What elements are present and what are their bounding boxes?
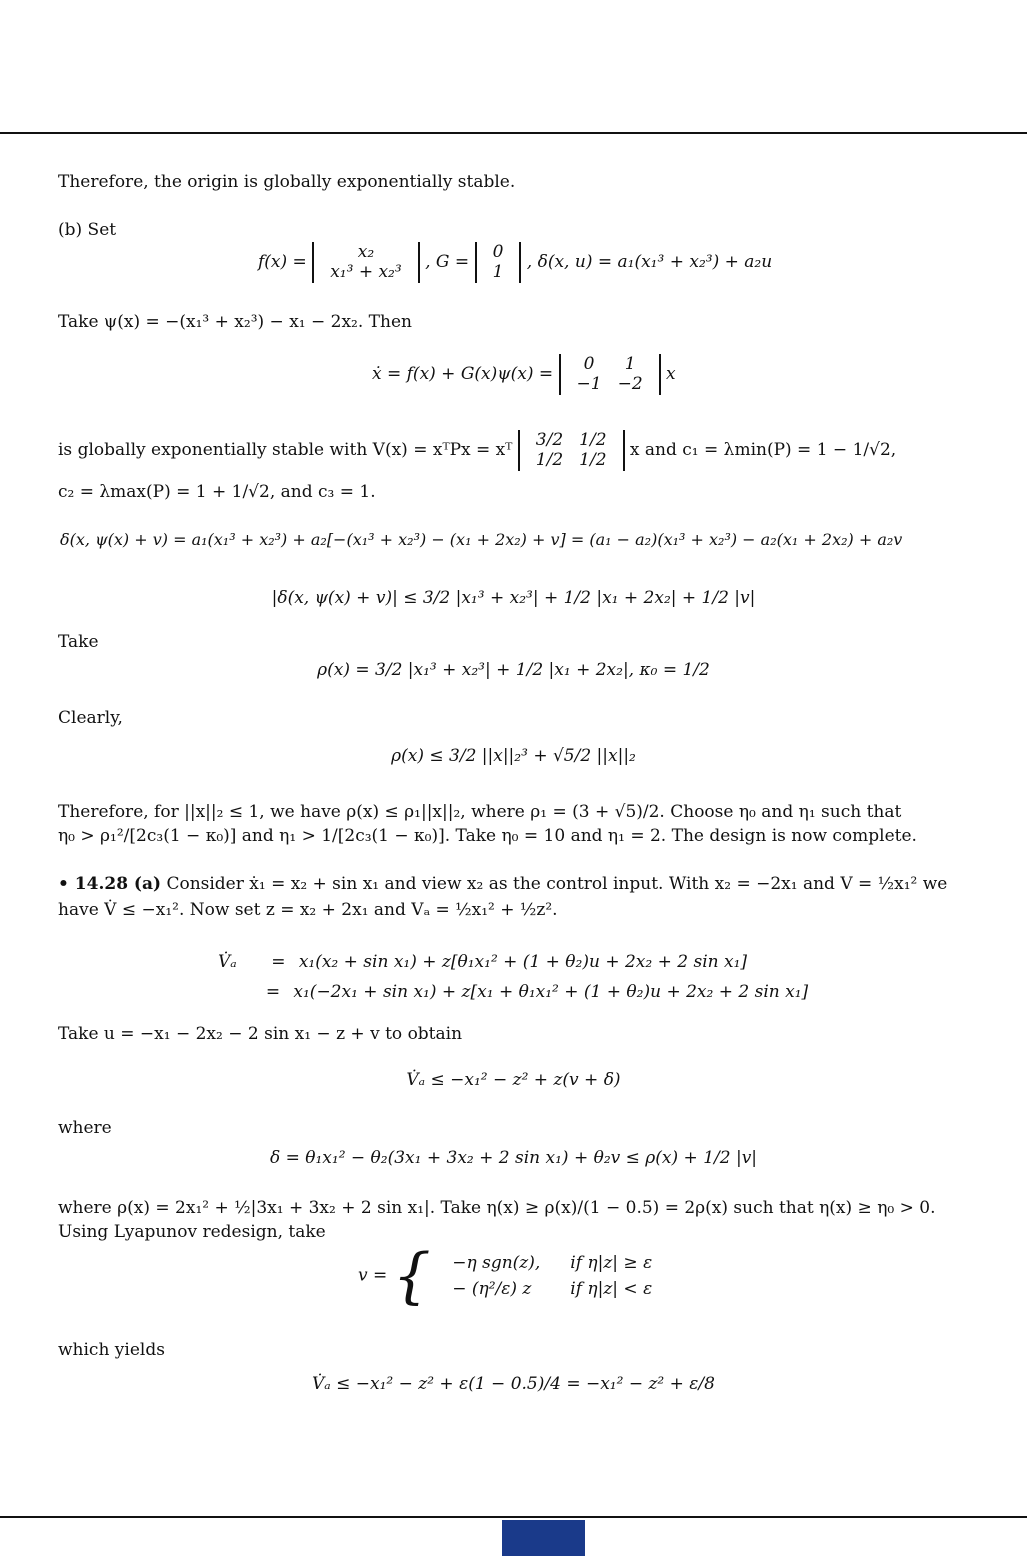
left-brace-icon: { <box>392 1241 431 1311</box>
f-matrix <box>312 242 420 283</box>
case-expr: −η sgn(z), <box>452 1252 541 1273</box>
text-segment: Consider ẋ₁ = x₂ + sin x₁ and view x₂ as the control input. With x₂ = −2x₁ and V = ½x₁² we <box>161 874 948 894</box>
matrix-cell: −1 <box>576 374 602 395</box>
paragraph-line: Therefore, the origin is globally exponentially stable. <box>58 172 516 192</box>
matrix-cell: x₁³ + x₂³ <box>330 262 402 283</box>
eq-xdot-suffix: x <box>666 363 676 384</box>
exercise-number: • 14.28 (a) <box>58 874 162 894</box>
eq-xdot-prefix: ẋ = f(x) + G(x)ψ(x) = <box>372 363 554 384</box>
paragraph-line: Take ψ(x) = −(x₁³ + x₂³) − x₁ − 2x₂. Then <box>58 312 412 332</box>
case-cond: if η|z| ≥ ε <box>570 1252 653 1273</box>
matrix-cell: x₂ <box>357 242 375 262</box>
matrix-cell: 0 <box>492 242 504 262</box>
matrix-cell: 1 <box>624 354 636 374</box>
eq-delta: , δ(x, u) = a₁(x₁³ + x₂³) + a₂u <box>526 251 773 272</box>
equation-rho: ρ(x) = 3/2 |x₁³ + x₂³| + 1/2 |x₁ + 2x₂|, κ₀ = 1/2 <box>317 660 710 680</box>
paragraph-line: c₂ = λmax(P) = 1 + 1/√2, and c₃ = 1. <box>58 482 376 502</box>
paragraph-line: have V̇ ≤ −x₁². Now set z = x₂ + 2x₁ and Vₐ = ½x₁² + ½z². <box>58 900 558 920</box>
matrix-cell: 1/2 <box>535 450 564 471</box>
text-segment: is globally exponentially stable with V(x) = xᵀPx = xᵀ <box>58 439 513 460</box>
paragraph-line: Take <box>58 632 99 652</box>
matrix-cell: 1/2 <box>579 430 607 450</box>
equation-xdot <box>372 354 676 395</box>
equation-v-cases <box>358 1240 668 1312</box>
text-segment: x and c₁ = λmin(P) = 1 − 1/√2, <box>629 439 897 460</box>
equation-rho-bound: ρ(x) ≤ 3/2 ||x||₂³ + √5/2 ||x||₂ <box>391 746 636 766</box>
paragraph-line: where <box>58 1118 112 1138</box>
case-cond: if η|z| < ε <box>570 1279 653 1299</box>
eq-equals: = <box>265 982 281 1002</box>
paragraph-line <box>58 430 896 471</box>
equation-delta-psi: δ(x, ψ(x) + v) = a₁(x₁³ + x₂³) + a₂[−(x₁³ + x₂³) − (x₁ + 2x₂) + v] = (a₁ − a₂)(x₁³ + x₂³) − a₂(x₁ + 2x₂) + a₂v <box>60 530 903 549</box>
eq-v-prefix: v = <box>358 1265 388 1286</box>
equation-f-G <box>258 242 772 283</box>
paragraph-line: Clearly, <box>58 708 123 728</box>
matrix-cell: 0 <box>583 354 595 374</box>
P-matrix <box>518 430 625 471</box>
page-block <box>502 1520 585 1556</box>
equation-final: V̇ₐ ≤ −x₁² − z² + ε(1 − 0.5)/4 = −x₁² − z² + ε/8 <box>312 1374 715 1394</box>
section-label: (b) Set <box>58 220 117 240</box>
eq-rhs: x₁(x₂ + sin x₁) + z[θ₁x₁² + (1 + θ₂)u + 2x₂ + 2 sin x₁] <box>298 952 748 972</box>
matrix-cell: 1/2 <box>579 450 607 471</box>
paragraph-line: which yields <box>58 1340 165 1360</box>
equation-va-line2 <box>258 982 808 1002</box>
cases-table <box>436 1249 668 1304</box>
paragraph-line: η₀ > ρ₁²/[2c₃(1 − κ₀)] and η₁ > 1/[2c₃(1 − κ₀)]. Take η₀ = 10 and η₁ = 2. The design is now complete. <box>58 826 917 846</box>
paragraph-line <box>58 874 947 894</box>
paragraph-line: Therefore, for ||x||₂ ≤ 1, we have ρ(x) ≤ ρ₁||x||₂, where ρ₁ = (3 + √5)/2. Choose η₀ and η₁ such that <box>58 802 902 822</box>
paragraph-line: Take u = −x₁ − 2x₂ − 2 sin x₁ − z + v to obtain <box>58 1024 463 1044</box>
A-matrix <box>559 354 661 395</box>
eq-lhs: V̇ₐ <box>218 952 237 972</box>
eq-f-prefix: f(x) = <box>258 251 307 272</box>
case-expr: − (η²/ε) z <box>452 1279 532 1299</box>
matrix-cell: −2 <box>617 374 643 395</box>
G-matrix <box>475 242 522 283</box>
matrix-cell: 1 <box>492 262 504 283</box>
footer-rule <box>0 1516 1027 1518</box>
paragraph-line: where ρ(x) = 2x₁² + ½|3x₁ + 3x₂ + 2 sin x₁|. Take η(x) ≥ ρ(x)/(1 − 0.5) = 2ρ(x) such that η(x) ≥ η₀ > 0. <box>58 1198 936 1218</box>
equation-va-line1 <box>218 952 747 972</box>
header-rule <box>0 132 1027 134</box>
paragraph-line: Using Lyapunov redesign, take <box>58 1222 326 1242</box>
eq-equals: = <box>271 952 286 972</box>
equation-abs-bound: |δ(x, ψ(x) + v)| ≤ 3/2 |x₁³ + x₂³| + 1/2 |x₁ + 2x₂| + 1/2 |v| <box>271 588 756 608</box>
equation-va-bound: V̇ₐ ≤ −x₁² − z² + z(v + δ) <box>406 1070 621 1090</box>
eq-G-prefix: , G = <box>425 251 470 272</box>
equation-delta-bound: δ = θ₁x₁² − θ₂(3x₁ + 3x₂ + 2 sin x₁) + θ₂v ≤ ρ(x) + 1/2 |v| <box>269 1148 758 1168</box>
matrix-cell: 3/2 <box>535 430 564 450</box>
eq-rhs: x₁(−2x₁ + sin x₁) + z[x₁ + θ₁x₁² + (1 + θ₂)u + 2x₂ + 2 sin x₁] <box>293 982 809 1002</box>
